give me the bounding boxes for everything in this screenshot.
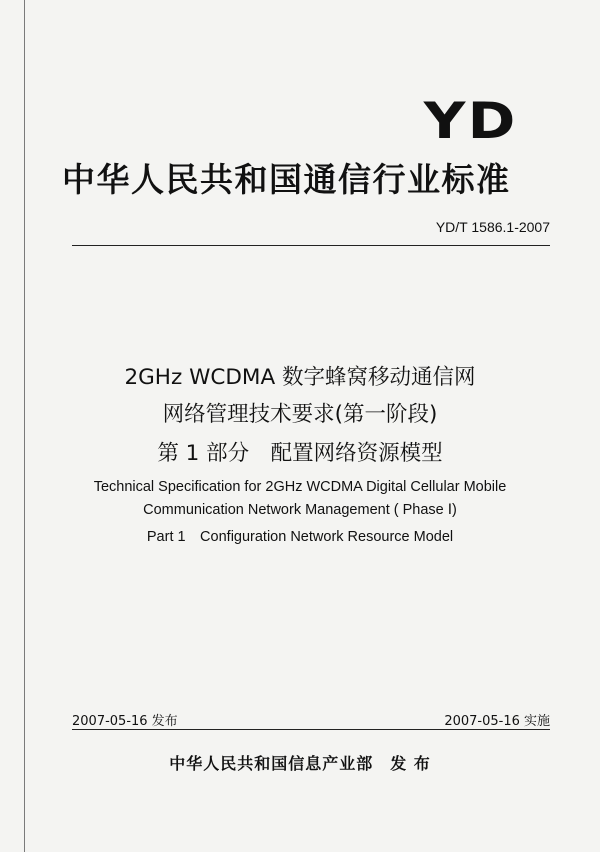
yd-logo: YD — [424, 92, 518, 150]
title-en-line2: Communication Network Management ( Phase Ⅰ) — [143, 502, 457, 518]
issue-date: 2007-05-16 发布 — [72, 714, 178, 729]
bottom-divider — [72, 729, 550, 730]
standard-title: 中华人民共和国通信行业标准 — [62, 160, 511, 199]
top-divider — [72, 245, 550, 246]
implement-date: 2007-05-16 实施 — [444, 714, 550, 729]
title-cn-line2: 网络管理技术要求(第一阶段) — [162, 402, 438, 427]
standard-code: YD/T 1586.1-2007 — [435, 219, 550, 235]
title-en-line1: Technical Specification for 2GHz WCDMA Digital Cellular Mobile — [93, 479, 507, 495]
title-cn-line1: 2GHz WCDMA 数字蜂窝移动通信网 — [124, 365, 476, 390]
issuer: 中华人民共和国信息产业部 发 布 — [169, 754, 431, 773]
title-en-line3: Part 1 Configuration Network Resource Model — [146, 529, 454, 545]
title-cn-line3: 第 1 部分 配置网络资源模型 — [157, 441, 443, 466]
